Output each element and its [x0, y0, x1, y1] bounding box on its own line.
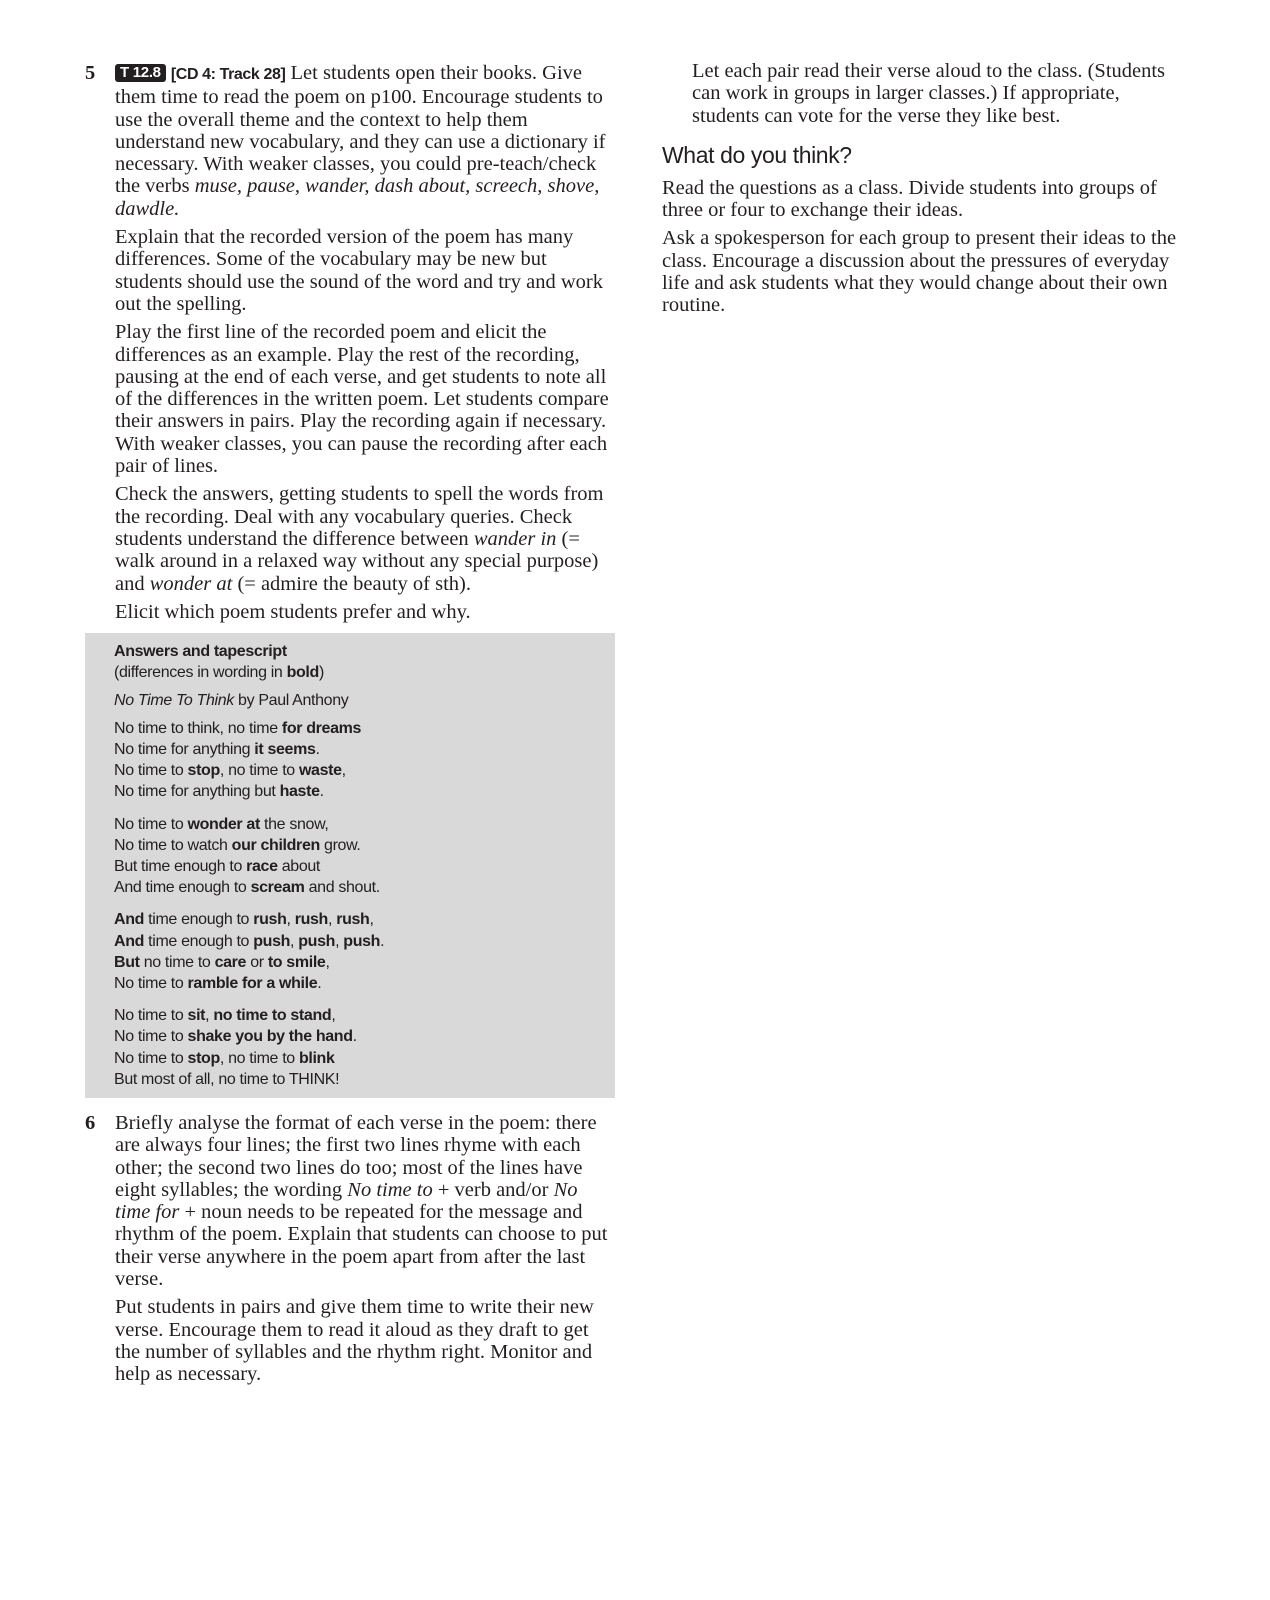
poem-stanza — [114, 718, 595, 803]
right-paragraph-3: Ask a spokesperson for each group to present their ideas to the class. Encourage a discussion about the pressures of everyday life and ask students what they would change about their own routine. — [662, 227, 1177, 317]
poem-stanzas — [114, 718, 595, 1090]
poem-line: But most of all, no time to THINK! — [114, 1070, 340, 1088]
step-number: 5 — [85, 62, 96, 84]
poem-line: No time to watch our children grow. — [114, 836, 361, 854]
poem-line: No time to shake you by the hand. — [114, 1028, 357, 1046]
poem-line: And time enough to scream and shout. — [114, 879, 380, 897]
poem-line: No time to stop, no time to waste, — [114, 762, 346, 780]
answers-box — [85, 633, 615, 1098]
poem-line: No time to stop, no time to blink — [114, 1049, 335, 1067]
poem-line: No time to think, no time for dreams — [114, 719, 362, 737]
poem-stanza — [114, 1005, 595, 1090]
poem-line: And time enough to push, push, push. — [114, 932, 385, 950]
poem-stanza — [114, 814, 595, 899]
left-column — [85, 62, 615, 1392]
step-5-paragraph-2: Explain that the recorded version of the poem has many differences. Some of the vocabulary may be new but students should use the sound of the word and try and work out the spelling. — [115, 226, 603, 315]
poem-line: No time for anything it seems. — [114, 740, 320, 758]
step-5-paragraph-5: Elicit which poem students prefer and why. — [115, 600, 471, 623]
verb-list: muse, pause, wander, dash about, screech, shove, dawdle. — [115, 175, 600, 220]
section-heading: What do you think? — [662, 141, 852, 168]
step-5-paragraph-3: Play the first line of the recorded poem and elicit the differences as an example. Play the rest of the recording, pausing at the end of each verse, and get students to note all of the differences in the written poem. Let students compare their answers in pairs. Play the recording again if necessary. With weaker classes, you can pause the recording after each pair of lines. — [115, 321, 609, 478]
step-5-paragraph-4: Check the answers, getting students to spell the words from the recording. Deal with any vocabulary queries. Check students understand the difference between wander in (= walk around in a relaxed way without any special purpose) and wonder at (= admire the beauty of sth). — [115, 483, 604, 595]
step-6 — [85, 1112, 615, 1386]
track-badge: T 12.8 — [115, 64, 166, 82]
poem-title-line — [114, 690, 595, 711]
right-column — [662, 60, 1187, 323]
poem-stanza — [114, 909, 595, 994]
poem-line: But time enough to race about — [114, 857, 321, 875]
poem-author: by Paul Anthony — [233, 691, 349, 709]
answers-heading: Answers and tapescript — [114, 643, 287, 661]
step-number: 6 — [85, 1111, 96, 1134]
step-5 — [85, 62, 615, 623]
step-6-paragraph-1: Briefly analyse the format of each verse in the poem: there are always four lines; the first two lines rhyme with each other; the second two lines do too; most of the lines have eight syllables; the wording No time to + verb and/or No time for + noun needs to be repeated for the message and rhythm of the poem. Explain that students can choose to put their verse anywhere in the poem apart from after the last verse. — [115, 1111, 608, 1291]
poem-title: No Time To Think — [114, 691, 234, 709]
step-6-paragraph-2: Put students in pairs and give them time to write their new verse. Encourage them to read it aloud as they draft to get the number of syllables and the rhythm right. Monitor and help as necessary. — [115, 1296, 594, 1386]
poem-line: No time to ramble for a while. — [114, 974, 322, 992]
poem-line: But no time to care or to smile, — [114, 953, 330, 971]
poem-line: No time for anything but haste. — [114, 783, 324, 801]
right-paragraph-1: Let each pair read their verse aloud to the class. (Students can work in groups in larger classes.) If appropriate, students can vote for the verse they like best. — [692, 60, 1166, 127]
poem-line: And time enough to rush, rush, rush, — [114, 911, 374, 929]
poem-line: No time to wonder at the snow, — [114, 815, 329, 833]
right-paragraph-2: Read the questions as a class. Divide students into groups of three or four to exchange their ideas. — [662, 176, 1157, 222]
answers-subheading: (differences in wording in bold) — [114, 664, 324, 682]
cd-track-reference: [CD 4: Track 28] — [170, 66, 286, 83]
poem-line: No time to sit, no time to stand, — [114, 1007, 336, 1025]
step-5-paragraph-1: T 12.8 [CD 4: Track 28] Let students open their books. Give them time to read the poem on p100. Encourage students to use the overall theme and the context to help them understand new vocabulary, and they can use a dictionary if necessary. With weaker classes, you could pre-teach/check the verbs muse, pause, wander, dash about, screech, shove, dawdle. — [115, 62, 606, 220]
